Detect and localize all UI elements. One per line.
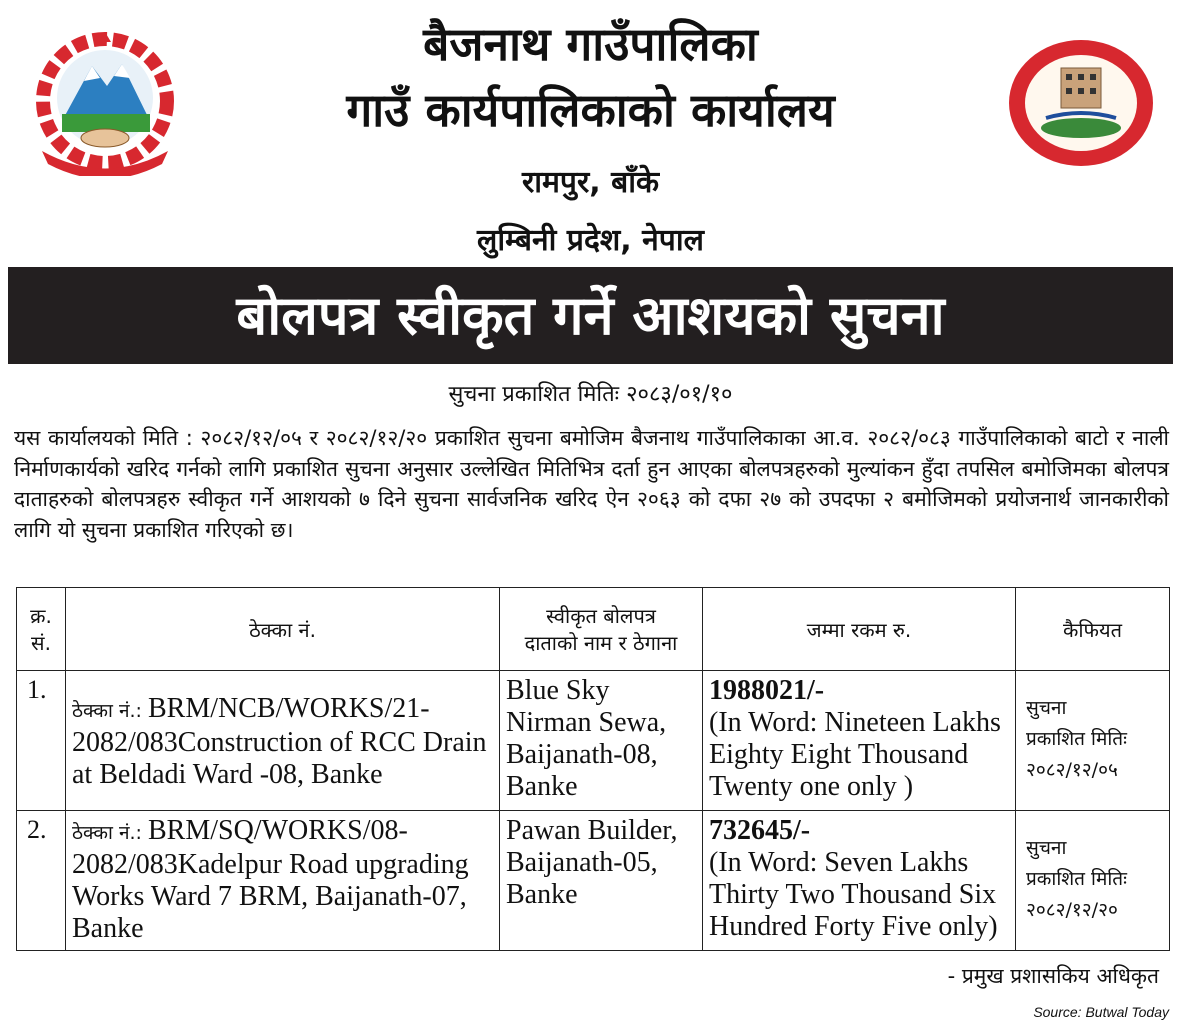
row-sn: 2.: [17, 811, 66, 951]
contract-prefix: ठेक्का नं.:: [72, 822, 148, 844]
remark-line2: प्रकाशित मितिः: [1026, 868, 1127, 890]
header-bidder: [500, 588, 703, 671]
amount-number: 1988021/-: [709, 675, 825, 706]
header-contract: ठेक्का नं.: [66, 588, 500, 671]
header-sn-line2: सं.: [31, 631, 51, 655]
row-contract: [66, 811, 500, 951]
remark-line1: सुचना: [1026, 697, 1067, 719]
row-contract: [66, 671, 500, 811]
notice-title-banner: बोलपत्र स्वीकृत गर्ने आशयको सुचना: [8, 267, 1173, 364]
published-date: सुचना प्रकाशित मितिः २०८३/०१/१०: [448, 382, 733, 407]
awarded-bids-table: [16, 587, 1170, 951]
amount-number: 732645/-: [709, 815, 811, 846]
table-header-row: [17, 588, 1170, 671]
signature-designation: - प्रमुख प्रशासकिय अधिकृत: [947, 964, 1159, 988]
notice-paragraph: यस कार्यालयको मिति : २०८२/१२/०५ र २०८२/१२/२० प्रकाशित सुचना बमोजिम बैजनाथ गाउँपालिकाका आ.व. २०८२/०८३ गाउँपालिकाको बाटो र नाली निर्माणकार्यको खरिद गर्नको लागि प्रकाशित सुचना अनुसार उल्लेखित मितिभित्र दर्ता हुन आएका बोलपत्रहरुको मुल्यांकन हुँदा तपसिल बमोजिमका बोलपत्र दाताहरुको बोलपत्रहरु स्वीकृत गर्ने आशयको ७ दिने सुचना सार्वजनिक खरिद ऐन २०६३ को दफा २७ को उपदफा २ बमोजिमको प्रयोजनार्थ जानकारीको लागि यो सुचना प्रकाशित गरिएको छ।: [14, 426, 1169, 542]
row-bidder: Pawan Builder, Baijanath-05, Banke: [500, 811, 703, 951]
contract-text: BRM/SQ/WORKS/08-2082/083Kadelpur Road upgrading Works Ward 7 BRM, Baijanath-07, Banke: [72, 815, 469, 944]
row-remarks: [1016, 811, 1170, 951]
contract-text: BRM/NCB/WORKS/21-2082/083Construction of RCC Drain at Beldadi Ward -08, Banke: [72, 693, 487, 790]
source-credit: Source: Butwal Today: [1033, 1004, 1169, 1020]
row-bidder: Blue Sky Nirman Sewa, Baijanath-08, Banke: [500, 671, 703, 811]
remark-line3: २०८२/१२/२०: [1026, 899, 1118, 921]
remark-line3: २०८२/१२/०५: [1026, 759, 1118, 781]
header-amount: जम्मा रकम रु.: [703, 588, 1016, 671]
row-amount: [703, 811, 1016, 951]
remark-line2: प्रकाशित मितिः: [1026, 728, 1127, 750]
amount-words: (In Word: Seven Lakhs Thirty Two Thousand Six Hundred Forty Five only): [709, 847, 998, 942]
contract-prefix: ठेक्का नं.:: [72, 700, 148, 722]
row-remarks: [1016, 671, 1170, 811]
office-name: गाउँ कार्यपालिकाको कार्यालय: [346, 83, 835, 137]
table-row: [17, 671, 1170, 811]
amount-words: (In Word: Nineteen Lakhs Eighty Eight Thousand Twenty one only ): [709, 707, 1001, 802]
office-address: रामपुर, बाँके: [521, 165, 660, 200]
header-bidder-line2: दाताको नाम र ठेगाना: [524, 631, 678, 655]
header-remarks: कैफियत: [1016, 588, 1170, 671]
header-bidder-line1: स्वीकृत बोलपत्र: [546, 604, 656, 628]
row-sn: 1.: [17, 671, 66, 811]
municipality-name: बैजनाथ गाउँपालिका: [423, 17, 758, 71]
row-amount: [703, 671, 1016, 811]
table-row: [17, 811, 1170, 951]
header-sn-line1: क्र.: [30, 604, 52, 628]
province-country: लुम्बिनी प्रदेश, नेपाल: [477, 223, 704, 258]
header-sn: [17, 588, 66, 671]
remark-line1: सुचना: [1026, 837, 1067, 859]
